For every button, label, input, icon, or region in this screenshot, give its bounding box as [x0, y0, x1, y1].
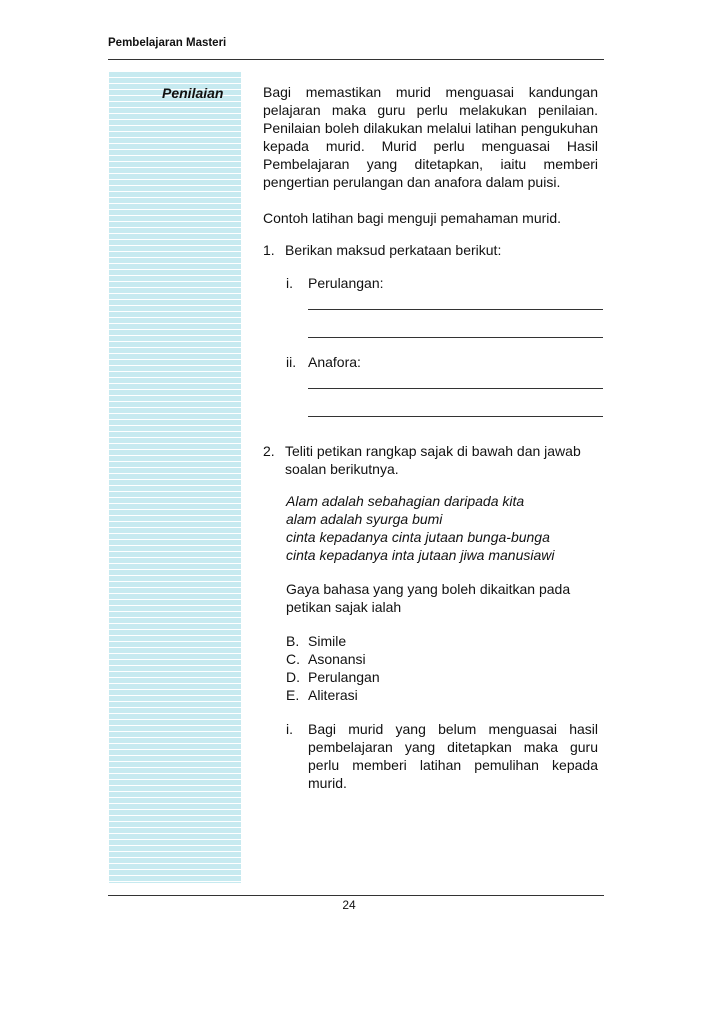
- answer-line[interactable]: [308, 399, 603, 417]
- poem-line: Alam adalah sebahagian daripada kita: [286, 493, 525, 509]
- question-1-number: 1.: [263, 242, 275, 258]
- option-letter: E.: [286, 687, 300, 703]
- option-text: Perulangan: [308, 669, 380, 685]
- header-rule: [108, 59, 604, 60]
- option-c[interactable]: [286, 650, 598, 668]
- option-text: Aliterasi: [308, 687, 358, 703]
- poem-line: cinta kepadanya cinta jutaan bunga-bunga: [286, 529, 550, 545]
- main-content: [263, 83, 598, 792]
- poem-line: alam adalah syurga bumi: [286, 511, 443, 527]
- sub-i-number: i.: [286, 275, 293, 291]
- remedial-note-text: Bagi murid yang belum menguasai hasil pembelajaran yang ditetapkan maka guru perlu memberi latihan pemulihan kepada murid.: [308, 721, 598, 791]
- option-b[interactable]: [286, 632, 598, 650]
- option-text: Simile: [308, 633, 347, 649]
- answer-options: [286, 632, 598, 704]
- question-2-prompt: Gaya bahasa yang yang boleh dikaitkan pada petikan sajak ialah: [286, 581, 571, 615]
- footer-rule: [108, 895, 604, 896]
- answer-line[interactable]: [308, 292, 603, 310]
- question-1: [263, 241, 598, 259]
- option-text: Asonansi: [308, 651, 366, 667]
- question-1-text: Berikan maksud perkataan berikut:: [285, 242, 502, 258]
- poem-line: cinta kepadanya inta jutaan jiwa manusiawi: [286, 547, 555, 563]
- sidebar-label: Penilaian: [162, 85, 224, 101]
- answer-line[interactable]: [308, 320, 603, 338]
- option-letter: C.: [286, 651, 300, 667]
- page-number: 24: [342, 898, 356, 912]
- option-e[interactable]: [286, 686, 598, 704]
- question-2-text: Teliti petikan rangkap sajak di bawah dan jawab soalan berikutnya.: [285, 443, 581, 477]
- page-header-title: Pembelajaran Masteri: [108, 37, 227, 49]
- question-2: [263, 442, 598, 478]
- example-heading: Contoh latihan bagi menguji pemahaman murid.: [263, 210, 562, 226]
- sub-ii-label: Anafora:: [308, 354, 361, 370]
- remedial-note: [286, 720, 598, 792]
- question-2-number: 2.: [263, 443, 275, 459]
- sub-i-label: Perulangan:: [308, 275, 384, 291]
- sub-ii-number: ii.: [286, 354, 297, 370]
- poem-excerpt: [286, 492, 598, 564]
- option-letter: B.: [286, 633, 300, 649]
- answer-line[interactable]: [308, 371, 603, 389]
- remedial-note-number: i.: [286, 721, 293, 737]
- question-1-sub-i: [286, 274, 598, 292]
- intro-paragraph: Bagi memastikan murid menguasai kandungan pelajaran maka guru perlu melakukan penilaian. Penilaian boleh dilakukan melalui latihan pengukuhan kepada murid. Murid perlu menguasai Hasil Pembelajaran yang ditetapkan, iaitu memberi pengertian perulangan dan anafora dalam puisi.: [263, 84, 598, 190]
- option-d[interactable]: [286, 668, 598, 686]
- sidebar-strip: [109, 72, 241, 883]
- option-letter: D.: [286, 669, 300, 685]
- question-1-sub-ii: [286, 353, 598, 371]
